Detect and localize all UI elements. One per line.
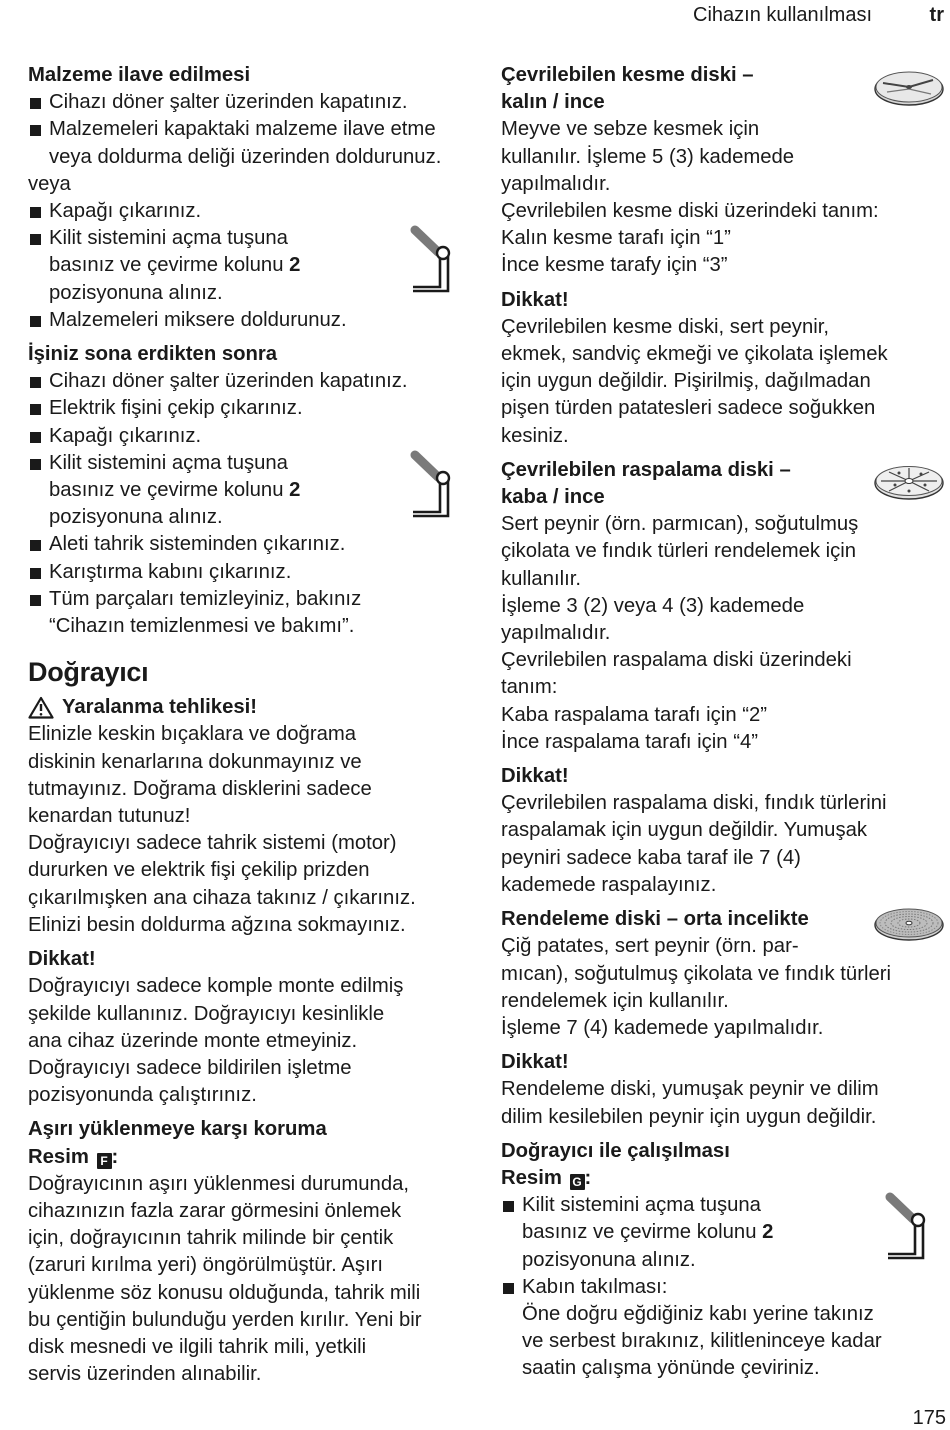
list-item-line: pozisyonuna alınız. [522, 1248, 696, 1271]
attention-heading: Dikkat! [501, 288, 569, 311]
section-slicing-disc [501, 62, 943, 450]
heading-add-ingredients: Malzeme ilave edilmesi [28, 64, 251, 86]
list-item-line: Tüm parçaları temizleyiniz, bakınız [49, 587, 362, 610]
injury-warning-heading [28, 694, 474, 721]
list-item: Aleti tahrik sisteminden çıkarınız. [28, 531, 474, 558]
list-item: Elektrik fişini çekip çıkarınız. [28, 395, 474, 422]
list-item: Karıştırma kabını çıkarınız. [28, 559, 474, 586]
header-language: tr [929, 4, 944, 26]
chopper-title: Doğrayıcı [28, 657, 149, 688]
list-item-line: Malzemeleri kapaktaki malzeme ilave etme [49, 118, 436, 141]
grating-disc-heading: Çevrilebilen raspalama diski – kaba / ince [501, 457, 943, 511]
attention-heading: Dikkat! [28, 948, 96, 971]
figure-label-badge: G [570, 1174, 585, 1190]
overload-heading: Aşırı yüklenmeye karşı koruma Resim F : [28, 1118, 327, 1168]
paragraph: Sert peynir (örn. parmıcan), soğutulmuş çikolata ve fındık türleri rendelemek için kullanılır. İşleme 3 (2) veya 4 (3) kademede yapılmalıdır. Çevrilebilen raspalama diski üzerindeki tanım: Kaba raspalama tarafı için “2” İnce raspalama tarafı için “4” [501, 513, 859, 753]
paragraph: Çiğ patates, sert peynir (örn. par- mıcan), soğutulmuş çikolata ve fındık türleri rendelemek için kullanılır. İşleme 7 (4) kademede yapılmalıdır. [501, 935, 892, 1039]
injury-warning-text: Yaralanma tehlikesi! [62, 696, 258, 719]
paragraph: Doğrayıcıyı sadece komple monte edilmiş şekilde kullanınız. Doğrayıcıyı kesinlikle ana cihaz üzerinde monte etmeyiniz. Doğrayıcıyı sadece bildirilen işletme pozisyonunda çalıştırınız. [28, 975, 404, 1107]
list-item-line: “Cihazın temizlenmesi ve bakımı”. [49, 615, 355, 638]
right-column [501, 62, 943, 1383]
section-chopper [28, 656, 474, 1388]
page-number: 175 [912, 1407, 946, 1429]
heading-after-work: İşiniz sona erdikten sonra [28, 343, 278, 366]
list-item-unlock [501, 1192, 943, 1274]
paragraph: Rendeleme diski, yumuşak peynir ve dilim dilim kesilebilen peynir için uygun değildir. [501, 1078, 879, 1128]
section-rasp-disc [501, 906, 943, 1131]
list-item-line: veya doldurma deliği üzerinden doldurunuz. [49, 145, 442, 168]
lever-position-icon [410, 450, 454, 518]
list-item-line: basınız ve çevirme kolunu 2 [522, 1221, 774, 1244]
list-item-line: pozisyonuna alınız. [49, 506, 223, 529]
figure-label-badge: F [97, 1153, 112, 1169]
rasp-disc-heading: Rendeleme diski – orta incelikte [501, 906, 943, 933]
list-item-line: basınız ve çevirme kolunu 2 [49, 254, 301, 277]
page-header [0, 4, 950, 28]
or-text: veya [28, 172, 71, 195]
lever-position-icon [885, 1192, 929, 1260]
attention-heading: Dikkat! [501, 1051, 569, 1074]
paragraph: Elinizle keskin bıçaklara ve doğrama diskinin kenarlarına dokunmayınız ve tutmayınız. Doğrama disklerini sadece kenardan tutunuz! Doğrayıcıyı sadece tahrik sistemi (motor) dururken ve elektrik fişi çekilip prizden çıkarılmışken ana cihaza takınız / çıkarınız. Elinizi besin doldurma ağzına sokmayınız. [28, 723, 416, 936]
attention-heading: Dikkat! [501, 765, 569, 788]
list-item: Kabın takılması: Öne doğru eğdiğiniz kabı yerine takınız ve serbest bırakınız, kilitleninceye kadar saatin çalışma yönünde çeviriniz. [501, 1274, 943, 1383]
header-title: Cihazın kullanılması [693, 4, 872, 26]
list-item: Cihazı döner şalter üzerinden kapatınız. [28, 368, 474, 395]
list-item: Cihazı döner şalter üzerinden kapatınız. [28, 89, 474, 116]
list-item [28, 116, 474, 170]
list-item-unlock [28, 450, 474, 532]
section-grating-disc [501, 457, 943, 899]
rasp-disc-icon [873, 904, 945, 942]
section-add-ingredients [28, 62, 474, 334]
list-item-line: Kilit sistemini açma tuşuna [49, 227, 288, 250]
paragraph: Çevrilebilen raspalama diski, fındık türlerini raspalamak için uygun değildir. Yumuşak peyniri sadece kaba taraf ile 7 (4) kademede raspalayınız. [501, 792, 887, 896]
working-heading: Doğrayıcı ile çalışılması Resim G : [501, 1139, 730, 1189]
list-item-line: Kilit sistemini açma tuşuna [522, 1194, 761, 1217]
grating-disc-icon [873, 463, 945, 501]
list-item [28, 586, 474, 640]
list-item-line: Kilit sistemini açma tuşuna [49, 451, 288, 474]
paragraph: Çevrilebilen kesme diski, sert peynir, ekmek, sandviç ekmeği ve çikolata işlemek için uygun değildir. Pişirilmiş, dağılmadan pişen türden patatesleri sadece soğukken kesiniz. [501, 315, 888, 447]
list-item: Kapağı çıkarınız. [28, 198, 474, 225]
lever-position-icon [410, 225, 454, 293]
slicing-disc-icon [873, 68, 945, 108]
section-after-work [28, 341, 474, 640]
list-item-line: pozisyonuna alınız. [49, 281, 223, 304]
list-item: Malzemeleri miksere doldurunuz. [28, 307, 474, 334]
paragraph: Doğrayıcının aşırı yüklenmesi durumunda, cihazınızın fazla zarar görmesini önlemek için, doğrayıcının tahrik milinde bir çentik (zaruri kırılma yeri) öngörülmüştür. Aşırı yüklenme söz konusu olduğunda, tahrik mili bu çentiğin bulunduğu yerden kırılır. Yeni bir disk mesnedi ve ilgili tahrik mili, yetkili servis üzerinden alınabilir. [28, 1172, 422, 1386]
section-working-with-chopper [501, 1138, 943, 1383]
list-item-unlock [28, 225, 474, 307]
list-item: Kapağı çıkarınız. [28, 423, 474, 450]
warning-triangle-icon [28, 696, 54, 719]
left-column [28, 62, 474, 1388]
list-item-line: basınız ve çevirme kolunu 2 [49, 479, 301, 502]
paragraph: Meyve ve sebze kesmek için kullanılır. İşleme 5 (3) kademede yapılmalıdır. Çevrilebilen kesme diski üzerindeki tanım: Kalın kesme tarafı için “1” İnce kesme tarafy için “3” [501, 118, 879, 277]
slicing-disc-heading: Çevrilebilen kesme diski – kalın / ince [501, 62, 943, 116]
